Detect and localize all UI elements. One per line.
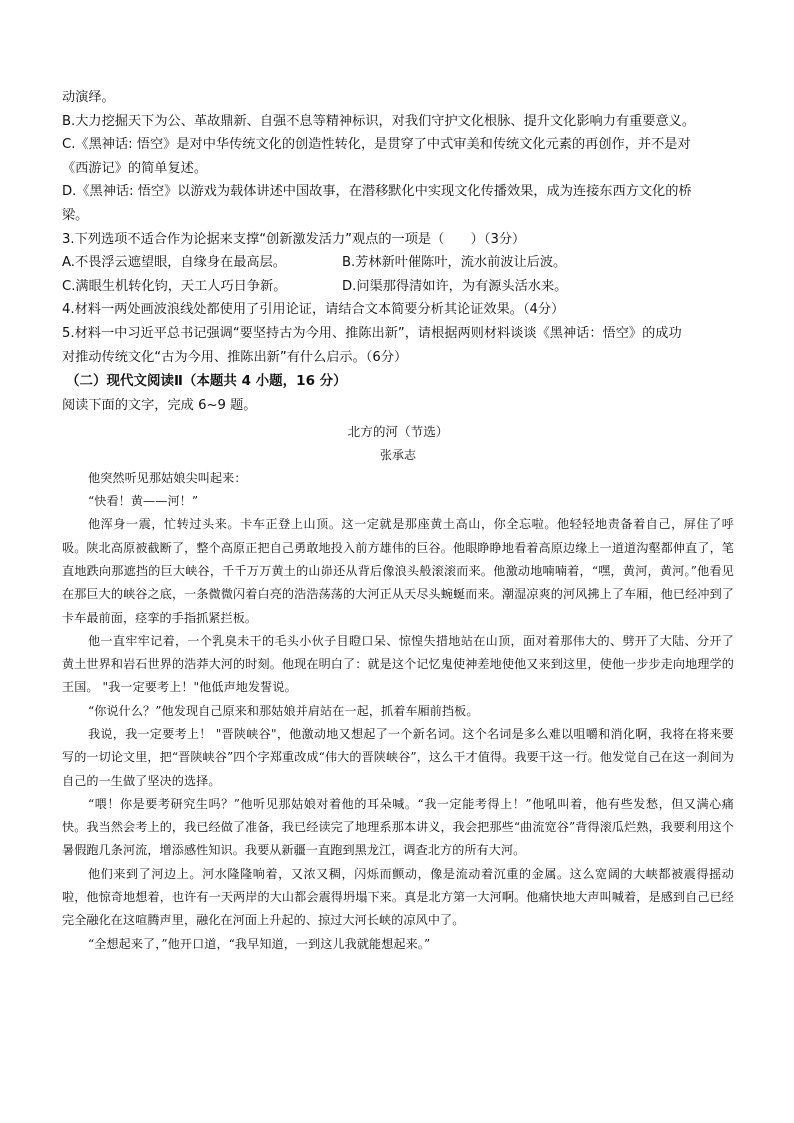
question-5-line1: 5.材料一中习近平总书记强调“要坚持古为今用、推陈出新”，请根据两则材料谈谈《黑神话：悟空》的成功 (62, 325, 682, 341)
section-heading: （二）现代文阅读Ⅱ（本题共 4 小题，16 分） (66, 373, 347, 390)
article-paragraph: 我说，我一定要考上！ "晋陕峡谷"，他激动地又想起了一个新名词。这个名词是多么难以咀嚼和消化啊，我将在将来要写的一切论文里，把“晋陕峡谷”四个字郑重改成“伟大的晋陕峡谷”，这么干才值得。我要干这一行。他发觉自己在这一刹间为自己的一生做了坚决的选择。 (62, 726, 734, 788)
article-paragraph: “喂！你是要考研究生吗？”他听见那姑娘对着他的耳朵喊。“我一定能考得上！”他吼叫着，他有些发愁，但又满心痛快。我当然会考上的，我已经做了准备，我已经读完了地理系那本讲义，我会把那些“曲流宽谷”背得滚瓜烂熟，我要利用这个暑假跑几条河流，增添感性知识。我要从新疆一直跑到黑龙江，调查北方的所有大河。 (62, 796, 734, 858)
article-paragraph: “快看！黄——河！” (88, 494, 199, 509)
question-5-line2: 对推动传统文化“古为今用、推陈出新”有什么启示。（6分） (62, 349, 408, 365)
question-3-options-row1 (62, 251, 734, 275)
section-instruction: 阅读下面的文字，完成 6~9 题。 (62, 398, 257, 414)
q3-option-a: A.不畏浮云遮望眼，自缘身在最高层。 (62, 255, 286, 271)
question-3-options-row2 (62, 275, 734, 299)
article-author: 张承志 (379, 447, 416, 462)
option-a-tail: 动演绎。 (62, 90, 115, 105)
article-paragraph: 他浑身一震，忙转过头来。卡车正登上山顶。这一定就是那座黄土高山，你全忘啦。他轻轻地责备着自己，屏住了呼吸。陕北高原被截断了，整个高原正把自己勇敢地投入前方雄伟的巨谷。他眼睁睁地看着高原边缘上一道道沟壑都伸直了，笔直地跌向那遮挡的巨大峡谷，千千万万黄土的山峁还从背后像浪头般滚滚而来。他激动地喃喃着，“嘿，黄河，黄河。”他看见在那巨大的峡谷之底，一条微微闪着白亮的浩浩荡荡的大河正从天尽头蜿蜒而来。潮湿凉爽的河风拂上了车厢，他已经冲到了卡车最前面，痉挛的手指抓紧拦板。 (62, 517, 734, 625)
q3-option-b: B.芳林新叶催陈叶，流水前波让后波。 (342, 255, 567, 271)
article-paragraph: “全想起来了，”他开口道，“我早知道，一到这儿我就能想起来。” (88, 936, 431, 951)
question-3-stem: 3.下列选项不适合作为论据来支撑“创新激发活力”观点的一项是（ ）（3分） (62, 231, 526, 247)
article-body (62, 467, 734, 956)
article-paragraph: 他突然听见那姑娘尖叫起来： (88, 470, 247, 485)
exam-page (62, 86, 734, 956)
option-d-line1: D.《黑神话: 悟空》以游戏为载体讲述中国故事，在潜移默化中实现文化传播效果，成为连接东西方文化的桥 (62, 184, 692, 200)
option-d-line2: 梁。 (62, 207, 89, 223)
q3-option-c: C.满眼生机转化钧，天工人巧日争新。 (62, 278, 287, 294)
article-title: 北方的河（节选） (347, 423, 449, 439)
article-paragraph: 他们来到了河边上。河水隆隆响着，又浓又稠，闪烁而颤动，像是流动着沉重的金属。这么宽阔的大峡都被震得摇动啦，他惊奇地想着，也许有一天两岸的大山都会震得坍塌下来。真是北方第一大河啊。他痛快地大声叫喊着，是感到自己已经完全融化在这喧腾声里，融化在河面上升起的、掠过大河长峡的凉风中了。 (62, 866, 734, 928)
q3-option-d: D.问渠那得清如许，为有源头活水来。 (342, 278, 568, 294)
option-b: B.大力挖掘天下为公、革故鼎新、自强不息等精神标识，对我们守护文化根脉、提升文化影响力有重要意义。 (62, 113, 696, 129)
article-paragraph: 他一直牢牢记着，一个乳臭未干的毛头小伙子目瞪口呆、惊惶失措地站在山顶，面对着那伟大的、劈开了大陆、分开了黄土世界和岩石世界的浩莽大河的时刻。他现在明白了：就是这个记忆鬼使神差地使他又来到这里，使他一步步走向地理学的王国。 "我一定要考上！"他低声地发誓说。 (62, 633, 734, 695)
option-c-line2: 《西游记》的简单复述。 (62, 160, 208, 176)
article-paragraph: “你说什么？”他发现自己原来和那姑娘并肩站在一起，抓着车厢前挡板。 (88, 703, 479, 718)
question-4: 4.材料一两处画波浪线处都使用了引用论证，请结合文本简要分析其论证效果。（4分） (62, 302, 565, 318)
option-c-line1: C.《黑神话: 悟空》是对中华传统文化的创造性转化，是贯穿了中式审美和传统文化元素的再创作，并不是对 (62, 137, 691, 153)
